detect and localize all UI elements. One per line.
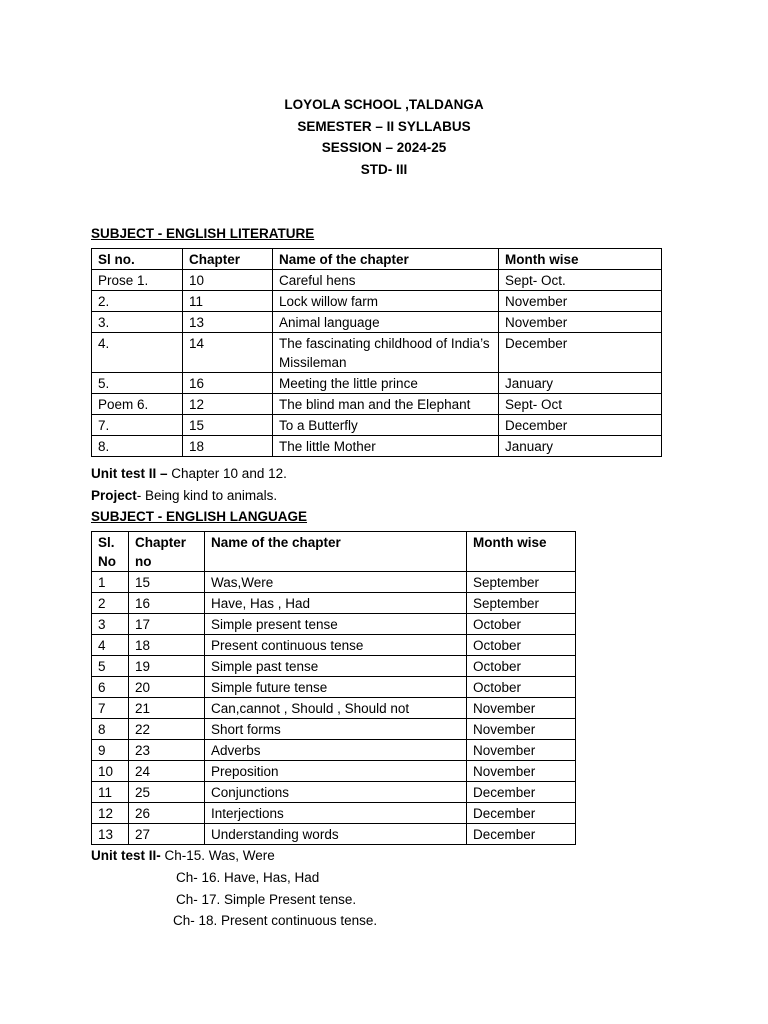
month-cell: October	[467, 635, 576, 656]
month-cell: November	[499, 312, 662, 333]
column-header: Sl no.	[92, 249, 183, 270]
literature-unit-test	[91, 466, 287, 481]
month-cell: Sept- Oct.	[499, 270, 662, 291]
chapter-cell: 11	[183, 291, 273, 312]
table-header-row	[92, 249, 662, 270]
chapter-cell: 23	[129, 740, 205, 761]
chapter-cell: 17	[129, 614, 205, 635]
sl-no-cell: 5	[92, 656, 129, 677]
chapter-name-cell: Simple present tense	[205, 614, 467, 635]
table-row	[92, 614, 576, 635]
month-cell: December	[467, 803, 576, 824]
chapter-name-cell: To a Butterfly	[273, 415, 499, 436]
chapter-cell: 26	[129, 803, 205, 824]
literature-subject-heading: SUBJECT - ENGLISH LITERATURE	[91, 226, 315, 241]
table-row	[92, 761, 576, 782]
table-row	[92, 635, 576, 656]
table-row	[92, 719, 576, 740]
table-row	[92, 394, 662, 415]
table-row	[92, 782, 576, 803]
sl-no-cell: 10	[92, 761, 129, 782]
table-row	[92, 270, 662, 291]
language-table	[91, 531, 576, 845]
table-row	[92, 436, 662, 457]
sl-no-cell: 3	[92, 614, 129, 635]
chapter-name-cell: Preposition	[205, 761, 467, 782]
chapter-name-cell: Can,cannot , Should , Should not	[205, 698, 467, 719]
sl-no-cell: 8	[92, 719, 129, 740]
chapter-name-cell: The little Mother	[273, 436, 499, 457]
chapter-cell: 16	[129, 593, 205, 614]
standard-title: STD- III	[360, 162, 408, 178]
chapter-name-cell: Conjunctions	[205, 782, 467, 803]
month-cell: January	[499, 373, 662, 394]
chapter-cell: 12	[183, 394, 273, 415]
sl-no-cell: Prose 1.	[92, 270, 183, 291]
month-cell: September	[467, 593, 576, 614]
month-cell: October	[467, 614, 576, 635]
literature-project	[91, 488, 277, 503]
language-subject-heading: SUBJECT - ENGLISH LANGUAGE	[91, 509, 308, 524]
sl-no-cell: 1	[92, 572, 129, 593]
table-row	[92, 312, 662, 333]
chapter-cell: 22	[129, 719, 205, 740]
chapter-name-cell: Careful hens	[273, 270, 499, 291]
month-cell: October	[467, 677, 576, 698]
month-cell: December	[499, 415, 662, 436]
sl-no-cell: 3.	[92, 312, 183, 333]
language-unit-test-item: Ch- 16. Have, Has, Had	[176, 870, 320, 885]
chapter-name-cell: The fascinating childhood of India’s Missileman	[273, 333, 499, 373]
unit-test-text: Chapter 10 and 12.	[167, 466, 287, 481]
chapter-name-cell: Present continuous tense	[205, 635, 467, 656]
column-header: Name of the chapter	[273, 249, 499, 270]
chapter-cell: 19	[129, 656, 205, 677]
chapter-cell: 10	[183, 270, 273, 291]
chapter-name-cell: Have, Has , Had	[205, 593, 467, 614]
chapter-name-cell: Simple future tense	[205, 677, 467, 698]
sl-no-cell: 11	[92, 782, 129, 803]
chapter-name-cell: Understanding words	[205, 824, 467, 845]
literature-table	[91, 248, 662, 457]
chapter-name-cell: Meeting the little prince	[273, 373, 499, 394]
chapter-name-cell: The blind man and the Elephant	[273, 394, 499, 415]
month-cell: October	[467, 656, 576, 677]
language-unit-test-item: Ch- 17. Simple Present tense.	[176, 892, 357, 907]
table-row	[92, 291, 662, 312]
chapter-cell: 18	[183, 436, 273, 457]
sl-no-cell: 8.	[92, 436, 183, 457]
table-row	[92, 677, 576, 698]
table-row	[92, 698, 576, 719]
chapter-name-cell: Lock willow farm	[273, 291, 499, 312]
chapter-cell: 15	[129, 572, 205, 593]
chapter-cell: 24	[129, 761, 205, 782]
table-row	[92, 593, 576, 614]
sl-no-cell: 5.	[92, 373, 183, 394]
chapter-cell: 18	[129, 635, 205, 656]
sl-no-cell: Poem 6.	[92, 394, 183, 415]
month-cell: September	[467, 572, 576, 593]
language-unit-test-item: Ch- 18. Present continuous tense.	[173, 913, 378, 928]
table-row	[92, 740, 576, 761]
session-title: SESSION – 2024-25	[321, 140, 447, 156]
column-header: Name of the chapter	[205, 532, 467, 572]
sl-no-cell: 9	[92, 740, 129, 761]
semester-title: SEMESTER – II SYLLABUS	[297, 118, 471, 134]
month-cell: January	[499, 436, 662, 457]
language-unit-test-line-1	[91, 848, 275, 863]
column-header: Chapter no	[129, 532, 205, 572]
unit-test-label: Unit test II –	[91, 466, 168, 481]
table-row	[92, 803, 576, 824]
sl-no-cell: 2.	[92, 291, 183, 312]
table-header-row	[92, 532, 576, 572]
school-name: LOYOLA SCHOOL ,TALDANGA	[284, 97, 484, 112]
month-cell: December	[467, 824, 576, 845]
column-header: Chapter	[183, 249, 273, 270]
chapter-name-cell: Adverbs	[205, 740, 467, 761]
chapter-cell: 16	[183, 373, 273, 394]
sl-no-cell: 7.	[92, 415, 183, 436]
chapter-cell: 21	[129, 698, 205, 719]
month-cell: December	[499, 333, 662, 373]
month-cell: November	[467, 719, 576, 740]
sl-no-cell: 4	[92, 635, 129, 656]
month-cell: November	[467, 740, 576, 761]
sl-no-cell: 12	[92, 803, 129, 824]
table-row	[92, 415, 662, 436]
month-cell: November	[467, 761, 576, 782]
document-header	[0, 94, 768, 181]
month-cell: November	[467, 698, 576, 719]
chapter-cell: 15	[183, 415, 273, 436]
chapter-name-cell: Simple past tense	[205, 656, 467, 677]
table-row	[92, 373, 662, 394]
sl-no-cell: 2	[92, 593, 129, 614]
table-row	[92, 572, 576, 593]
language-unit-test-item: Ch-15. Was, Were	[160, 848, 275, 863]
table-row	[92, 333, 662, 373]
chapter-name-cell: Animal language	[273, 312, 499, 333]
sl-no-cell: 13	[92, 824, 129, 845]
month-cell: November	[499, 291, 662, 312]
sl-no-cell: 4.	[92, 333, 183, 373]
sl-no-cell: 6	[92, 677, 129, 698]
chapter-cell: 13	[183, 312, 273, 333]
project-label: Project	[91, 488, 137, 503]
chapter-name-cell: Interjections	[205, 803, 467, 824]
table-row	[92, 656, 576, 677]
chapter-cell: 25	[129, 782, 205, 803]
month-cell: Sept- Oct	[499, 394, 662, 415]
table-row	[92, 824, 576, 845]
chapter-cell: 14	[183, 333, 273, 373]
chapter-name-cell: Short forms	[205, 719, 467, 740]
chapter-cell: 27	[129, 824, 205, 845]
month-cell: December	[467, 782, 576, 803]
sl-no-cell: 7	[92, 698, 129, 719]
chapter-name-cell: Was,Were	[205, 572, 467, 593]
column-header: Month wise	[499, 249, 662, 270]
column-header: Month wise	[467, 532, 576, 572]
language-unit-test-label: Unit test II-	[91, 848, 161, 863]
project-text: - Being kind to animals.	[136, 488, 278, 503]
column-header: Sl. No	[92, 532, 129, 572]
chapter-cell: 20	[129, 677, 205, 698]
